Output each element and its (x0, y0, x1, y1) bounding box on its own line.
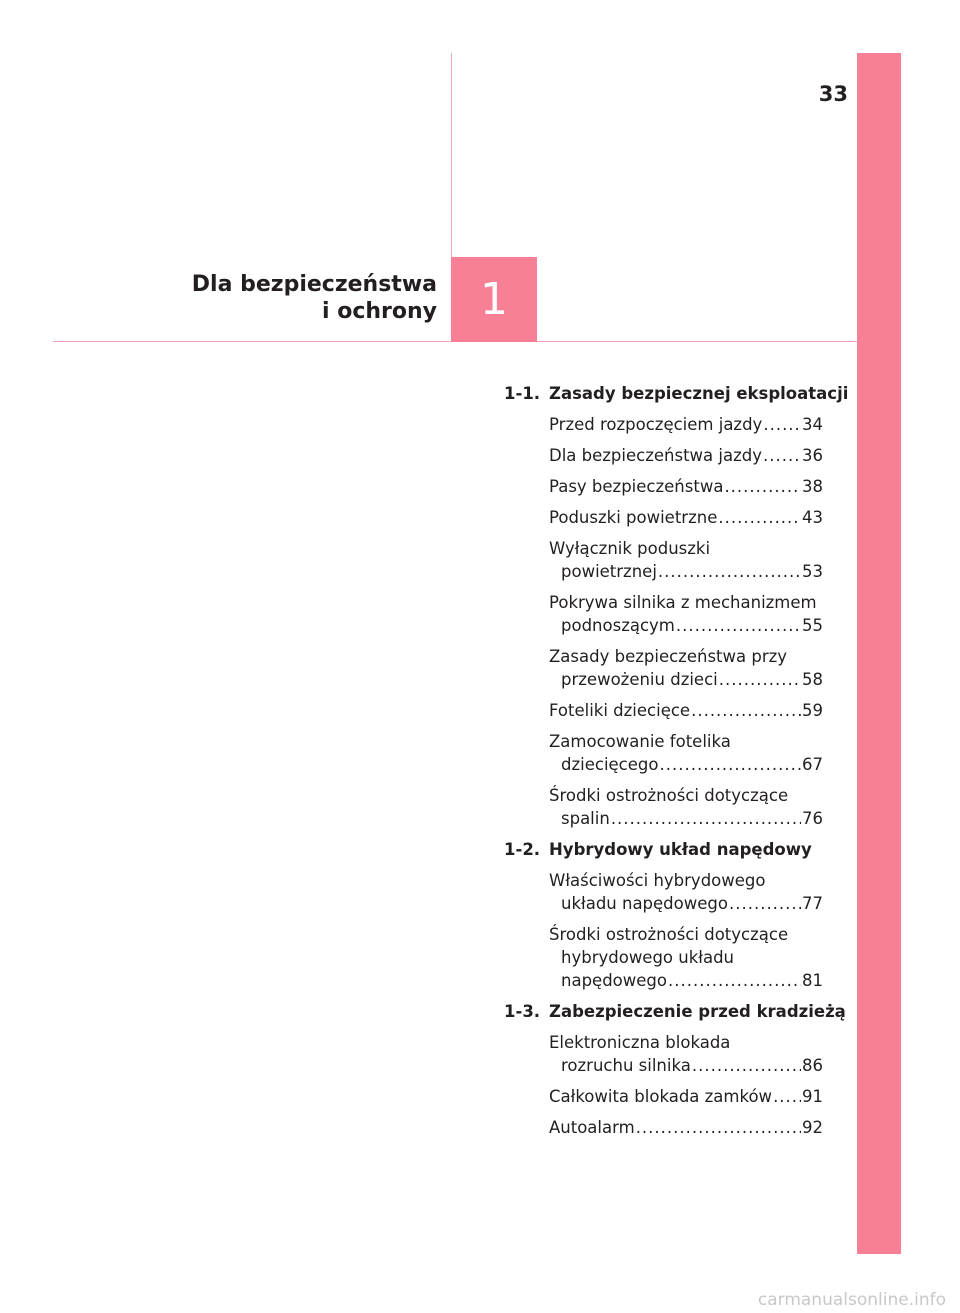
entry-page-number: 81 (802, 971, 823, 990)
section-number: 1-3. (504, 1002, 541, 1021)
entry-page-number: 55 (802, 616, 823, 635)
toc-entry[interactable] (549, 506, 823, 529)
entry-text: układu napędowego (561, 894, 728, 913)
leader-dots (718, 506, 801, 529)
entry-text: dziecięcego (561, 755, 659, 774)
leader-dots (719, 668, 801, 691)
entry-page-number: 43 (802, 508, 823, 527)
toc-entry[interactable] (549, 591, 823, 637)
toc-entry[interactable] (549, 730, 823, 776)
toc-section-heading[interactable] (504, 1000, 846, 1023)
entry-page-number: 77 (802, 894, 823, 913)
toc-entry[interactable] (549, 784, 823, 830)
leader-dots (691, 699, 801, 722)
entry-text: Poduszki powietrzne (549, 508, 718, 527)
chapter-tab-bar (857, 53, 901, 1254)
section-title: Hybrydowy układ napędowy (549, 840, 812, 859)
chapter-title-line2: i ochrony (322, 299, 437, 324)
entry-text: Właściwości hybrydowego (549, 871, 766, 890)
entry-text: Pokrywa silnika z mechanizmem (549, 593, 817, 612)
entry-text: podnoszącym (561, 616, 675, 635)
entry-text: przewożeniu dzieci (561, 670, 718, 689)
chapter-number: 1 (480, 274, 508, 325)
entry-text: spalin (561, 809, 610, 828)
toc-entry[interactable] (549, 869, 823, 915)
entry-text: Środki ostrożności dotyczące (549, 786, 789, 805)
entry-page-number: 36 (802, 446, 823, 465)
entry-page-number: 76 (802, 809, 823, 828)
toc-entry[interactable] (549, 1031, 823, 1077)
entry-text: Pasy bezpieczeństwa (549, 477, 724, 496)
chapter-title (192, 271, 437, 325)
leader-dots (658, 560, 801, 583)
leader-dots (729, 892, 801, 915)
chapter-title-line1: Dla bezpieczeństwa (191, 272, 437, 297)
leader-dots (636, 1116, 801, 1139)
entry-page-number: 38 (802, 477, 823, 496)
entry-page-number: 86 (802, 1056, 823, 1075)
toc-entry[interactable] (549, 923, 823, 992)
leader-dots (763, 413, 801, 436)
entry-text: Autoalarm (549, 1118, 635, 1137)
toc-entry[interactable] (549, 1116, 823, 1139)
toc-entry[interactable] (549, 475, 823, 498)
section-title: Zabezpieczenie przed kradzieżą (549, 1002, 846, 1021)
entry-text: hybrydowego układu (561, 948, 735, 967)
vertical-rule (451, 53, 452, 257)
entry-text: napędowego (561, 971, 667, 990)
entry-text: Wyłącznik poduszki (549, 539, 711, 558)
entry-text: Foteliki dziecięce (549, 701, 691, 720)
entry-page-number: 58 (802, 670, 823, 689)
toc-entry[interactable] (549, 413, 823, 436)
entry-page-number: 92 (802, 1118, 823, 1137)
toc-entry[interactable] (549, 537, 823, 583)
section-title: Zasady bezpiecznej eksploatacji (549, 384, 849, 403)
leader-dots (676, 614, 801, 637)
section-number: 1-1. (504, 384, 541, 403)
leader-dots (773, 1085, 801, 1108)
entry-page-number: 53 (802, 562, 823, 581)
leader-dots (668, 969, 801, 992)
entry-text: Elektroniczna blokada (549, 1033, 731, 1052)
toc-entry[interactable] (549, 645, 823, 691)
section-number: 1-2. (504, 840, 541, 859)
leader-dots (692, 1054, 801, 1077)
toc-entry[interactable] (549, 1085, 823, 1108)
entry-text: Zasady bezpieczeństwa przy (549, 647, 788, 666)
entry-text: rozruchu silnika (561, 1056, 691, 1075)
entry-text: Zamocowanie fotelika (549, 732, 731, 751)
leader-dots (659, 753, 801, 776)
table-of-contents (504, 382, 849, 1147)
entry-text: Całkowita blokada zamków (549, 1087, 773, 1106)
entry-text: Środki ostrożności dotyczące (549, 925, 789, 944)
watermark: carmanualsonline.info (757, 1290, 946, 1310)
toc-entry[interactable] (549, 699, 823, 722)
toc-entry[interactable] (549, 444, 823, 467)
entry-page-number: 91 (802, 1087, 823, 1106)
entry-page-number: 59 (802, 701, 823, 720)
page-number: 33 (818, 82, 848, 106)
leader-dots (724, 475, 801, 498)
toc-section-heading[interactable] (504, 838, 823, 861)
entry-page-number: 67 (802, 755, 823, 774)
entry-text: Dla bezpieczeństwa jazdy (549, 446, 762, 465)
toc-section-heading[interactable] (504, 382, 849, 405)
entry-page-number: 34 (802, 415, 823, 434)
leader-dots (763, 444, 801, 467)
chapter-number-box (451, 257, 537, 342)
leader-dots (611, 807, 801, 830)
entry-text: powietrznej (561, 562, 657, 581)
entry-text: Przed rozpoczęciem jazdy (549, 415, 763, 434)
